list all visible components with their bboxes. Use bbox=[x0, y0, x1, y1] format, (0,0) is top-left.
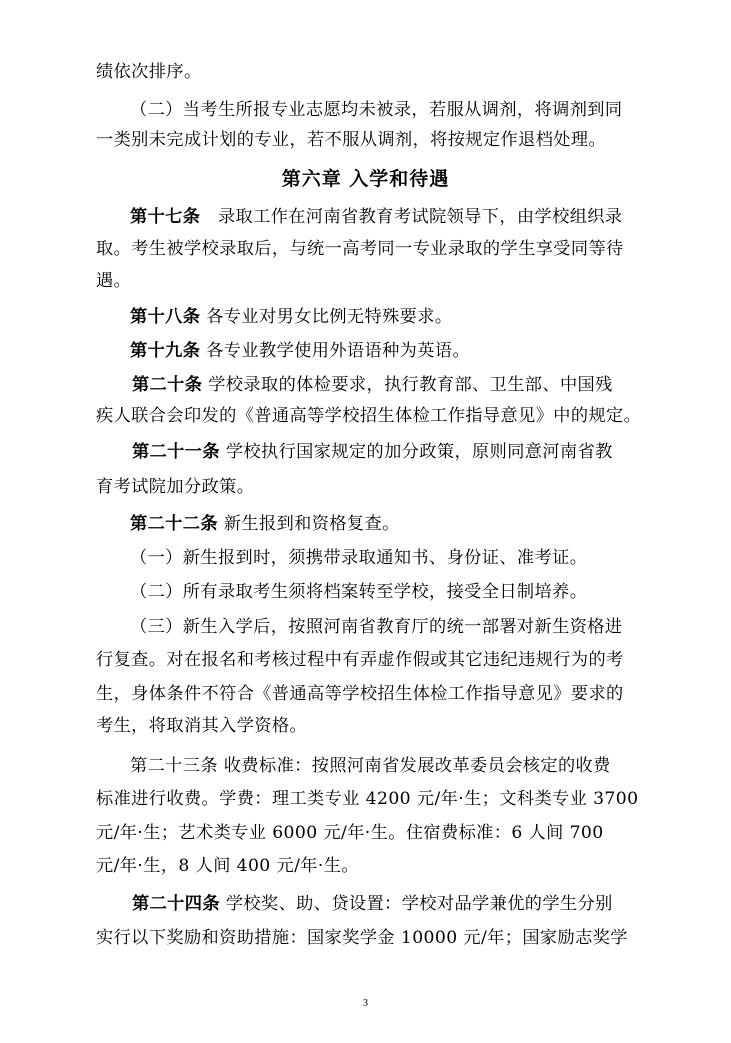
text-line: 遇。 bbox=[96, 271, 132, 291]
text-line: 生，身体条件不符合《普通高等学校招生体检工作指导意见》要求的 bbox=[96, 684, 624, 704]
text-line: 取。考生被学校录取后，与统一高考同一专业录取的学生享受同等待 bbox=[96, 239, 624, 259]
article-21: 第二十一条 学校执行国家规定的加分政策，原则同意河南省教 bbox=[132, 442, 613, 462]
article-label: 第十七条 bbox=[130, 207, 201, 227]
text-line: 元/年·生；艺术类专业 6000 元/年·生。住宿费标准：6 人间 700 bbox=[96, 823, 604, 843]
text-line: 疾人联合会印发的《普通高等学校招生体检工作指导意见》中的规定。 bbox=[96, 406, 642, 426]
text-line: 实行以下奖励和资助措施：国家奖学金 10000 元/年；国家励志奖学 bbox=[96, 928, 628, 948]
text-line: 行复查。对在报名和考核过程中有弄虚作假或其它违纪违规行为的考 bbox=[96, 650, 624, 670]
text-line: 标准进行收费。学费：理工类专业 4200 元/年·生；文科类专业 3700 bbox=[96, 789, 639, 809]
text-line: （三）新生入学后，按照河南省教育厅的统一部署对新生资格进 bbox=[130, 617, 623, 637]
article-24: 第二十四条 学校奖、助、贷设置：学校对品学兼优的学生分别 bbox=[132, 894, 613, 914]
text-line: 育考试院加分政策。 bbox=[96, 477, 255, 497]
text-line: 考生，将取消其入学资格。 bbox=[96, 716, 308, 736]
article-18: 第十八条 各专业对男女比例无特殊要求。 bbox=[130, 307, 453, 327]
article-22: 第二十二条 新生报到和资格复查。 bbox=[130, 514, 400, 534]
text-line: 元/年·生，8 人间 400 元/年·生。 bbox=[96, 856, 359, 876]
article-19: 第十九条 各专业教学使用外语语种为英语。 bbox=[130, 341, 471, 361]
article-label: 第十八条 bbox=[130, 307, 201, 327]
text-line: 一类别未完成计划的专业，若不服从调剂，将按规定作退档处理。 bbox=[96, 130, 607, 150]
article-label: 第十九条 bbox=[130, 341, 201, 361]
article-17: 第十七条 录取工作在河南省教育考试院领导下，由学校组织录 bbox=[130, 207, 623, 227]
article-label: 第二十二条 bbox=[130, 514, 218, 534]
text-line: （二）所有录取考生须将档案转至学校，接受全日制培养。 bbox=[130, 582, 588, 602]
article-label: 第二十条 bbox=[132, 375, 203, 395]
article-20: 第二十条 学校录取的体检要求，执行教育部、卫生部、中国残 bbox=[132, 375, 613, 395]
text-line: 绩依次排序。 bbox=[96, 62, 202, 82]
page-number: 3 bbox=[363, 998, 368, 1009]
text-line: （一）新生报到时，须携带录取通知书、身份证、准考证。 bbox=[130, 548, 588, 568]
chapter-heading: 第六章 入学和待遇 bbox=[281, 168, 450, 190]
article-label: 第二十四条 bbox=[132, 894, 220, 914]
article-label: 第二十一条 bbox=[132, 442, 220, 462]
text-line: （二）当考生所报专业志愿均未被录，若服从调剂，将调剂到同 bbox=[130, 100, 623, 120]
article-23: 第二十三条 收费标准：按照河南省发展改革委员会核定的收费 bbox=[130, 756, 611, 776]
